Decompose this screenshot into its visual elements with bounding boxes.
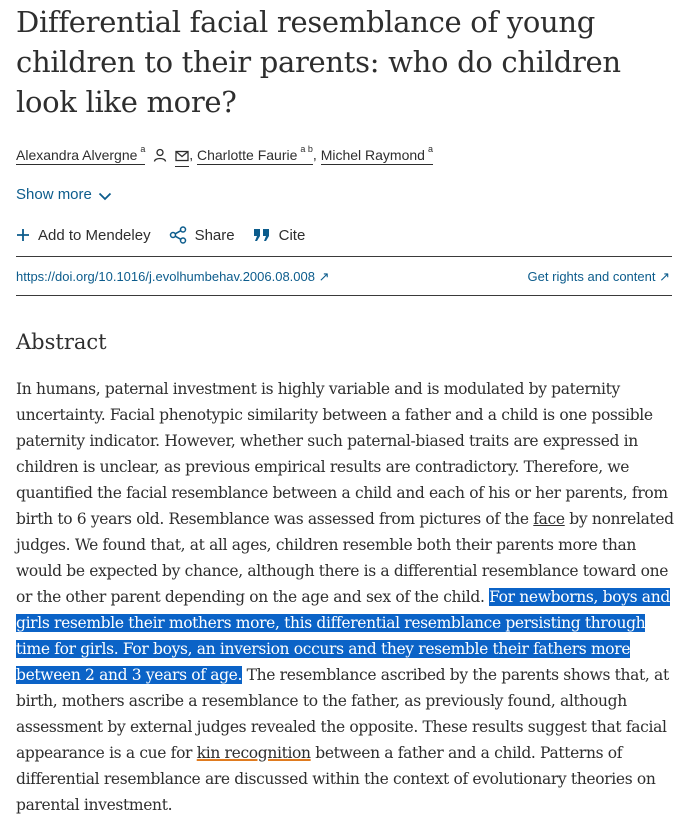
rights-link[interactable]: Get rights and content ↗ xyxy=(527,269,670,284)
article-actions xyxy=(16,226,305,244)
add-to-mendeley-button[interactable]: Add to Mendeley xyxy=(16,227,151,244)
author-link[interactable]: Alexandra Alvergne $^a$ xyxy=(16,144,146,163)
author-list: Alexandra Alvergne $^a$ , Charlotte Faurie $^{a b}$, Michel Raymond $^a$ xyxy=(16,146,433,167)
external-link-icon: ↗ xyxy=(659,269,670,284)
external-link-icon: ↗ xyxy=(318,269,330,284)
article-title: Differential facial resemblance of young children to their parents: who do children look like more? xyxy=(16,5,621,119)
mail-icon[interactable] xyxy=(175,149,189,167)
abstract-heading: Abstract xyxy=(16,330,107,354)
quote-icon xyxy=(253,228,271,242)
cite-button[interactable]: Cite xyxy=(253,227,306,244)
doi-link[interactable]: https://doi.org/10.1016/j.evolhumbehav.2006.08.008 ↗ xyxy=(16,269,330,284)
plus-icon xyxy=(16,228,30,242)
author-link[interactable]: Michel Raymond $^a$ xyxy=(320,144,433,163)
show-more-button[interactable]: Show more xyxy=(16,186,112,203)
selected-text: For newborns, boys and girls resemble their mothers more, this differential resemblance persisting through time for girls. For boys, an inversion occurs and they resemble their fathers more between 2 and 3 years of age. xyxy=(16,588,670,684)
share-button[interactable]: Share xyxy=(169,226,235,244)
share-icon xyxy=(169,226,187,244)
author-link[interactable]: Charlotte Faurie $^{a b}$ xyxy=(197,144,313,163)
article-page xyxy=(16,0,674,814)
term-link-kin-recognition[interactable]: kin recognition xyxy=(196,744,311,762)
chevron-down-icon xyxy=(98,192,112,201)
person-icon[interactable] xyxy=(153,148,167,165)
doi-bar xyxy=(16,256,672,296)
term-link-face[interactable]: face xyxy=(533,510,565,528)
abstract-text: In humans, paternal investment is highly variable and is modulated by paternity uncertainty. Facial phenotypic similarity between a father and a child is one possible paternity indicator. However, whether such paternal-biased traits are expressed in children is unclear, as previous empirical results are contradictory. Therefore, we quantified the facial resemblance between a child and each of his or her parents, from birth to 6 years old. Resemblance was assessed from pictures of the face by nonrelated judges. We found that, at all ages, children resemble both their parents more than would be expected by chance, although there is a differential resemblance toward one or the other parent depending on the age and sex of the child. For newborns, boys and girls resemble their mothers more, this differential resemblance persisting through time for girls. For boys, an inversion occurs and they resemble their fathers more between 2 and 3 years of age. The resemblance ascribed by the parents shows that, at birth, mothers ascribe a resemblance to the father, as previously found, although assessment by external judges revealed the opposite. These results suggest that facial appearance is a cue for kin recognition between a father and a child. Patterns of differential resemblance are discussed within the context of evolutionary theories on parental investment. xyxy=(16,380,674,814)
